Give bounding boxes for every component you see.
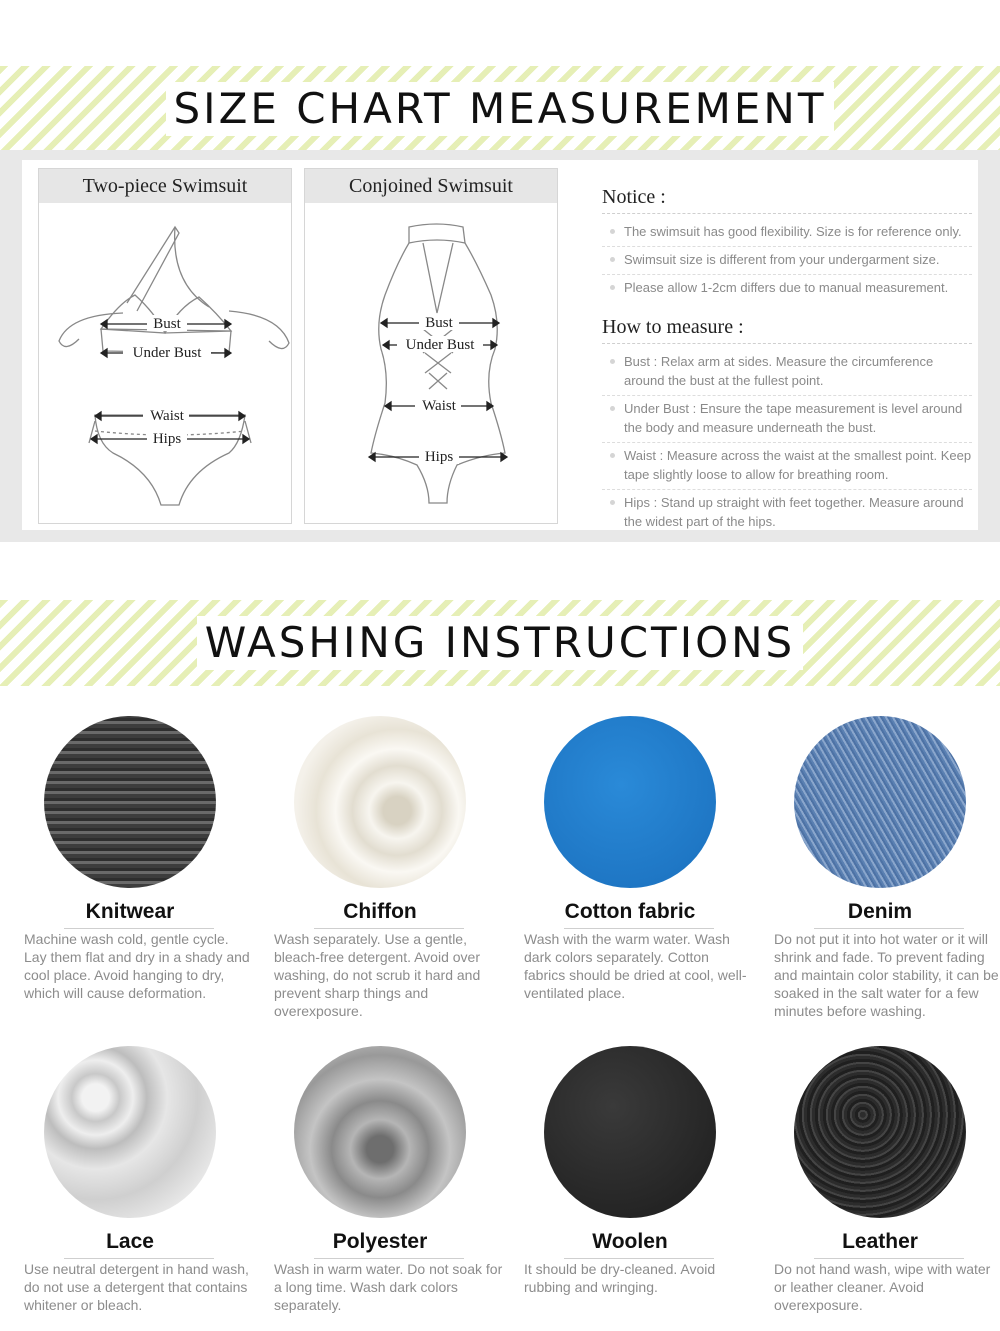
two-piece-diagram bbox=[38, 168, 292, 524]
two-piece-under-bust-label: Under Bust bbox=[132, 345, 202, 361]
fabric-name: Knitwear bbox=[85, 900, 175, 923]
conjoined-waist-label: Waist bbox=[422, 398, 456, 414]
divider bbox=[814, 1258, 964, 1259]
two-piece-hips-label: Hips bbox=[152, 431, 182, 447]
conjoined-hips-label: Hips bbox=[424, 449, 454, 465]
chiffon-swatch bbox=[294, 716, 466, 888]
conjoined-bust-label: Bust bbox=[425, 315, 453, 331]
divider bbox=[314, 928, 464, 929]
notice-item: Please allow 1-2cm differs due to manual measurement. bbox=[602, 278, 972, 302]
fabric-description: Wash in warm water. Do not soak for a long time. Wash dark colors separately. bbox=[274, 1261, 503, 1313]
size-chart-banner bbox=[0, 66, 1000, 152]
fabric-name: Denim bbox=[847, 900, 913, 923]
divider bbox=[314, 1258, 464, 1259]
fabric-description: Do not hand wash, wipe with water or leather cleaner. Avoid overexposure. bbox=[774, 1261, 991, 1313]
notice-heading: Notice : bbox=[602, 186, 972, 214]
one-piece-illustration bbox=[305, 203, 557, 523]
divider bbox=[564, 928, 714, 929]
fabric-description: Wash separately. Use a gentle, bleach-free detergent. Avoid over washing, do not scrub it hard and prevent sharp things and overexposure. bbox=[274, 931, 481, 1019]
measurement-notes bbox=[602, 186, 972, 539]
leather-swatch bbox=[794, 1046, 966, 1218]
washing-banner bbox=[0, 600, 1000, 686]
denim-swatch bbox=[794, 716, 966, 888]
fabric-name: Cotton fabric bbox=[564, 900, 696, 923]
woolen-swatch bbox=[544, 1046, 716, 1218]
two-piece-waist-label: Waist bbox=[150, 408, 184, 424]
notice-item: Swimsuit size is different from your undergarment size. bbox=[602, 250, 972, 275]
fabric-description: It should be dry-cleaned. Avoid rubbing and wringing. bbox=[524, 1261, 716, 1295]
fabric-name: Leather bbox=[842, 1230, 918, 1253]
divider bbox=[814, 928, 964, 929]
polyester-swatch bbox=[294, 1046, 466, 1218]
washing-title: WASHING INSTRUCTIONS bbox=[197, 616, 803, 670]
measure-item-waist: Waist : Measure across the waist at the smallest point. Keep tape slightly loose to allow for breathing room. bbox=[602, 446, 972, 490]
fabric-name: Woolen bbox=[592, 1230, 668, 1253]
notice-item: The swimsuit has good flexibility. Size is for reference only. bbox=[602, 222, 972, 247]
measure-item-under-bust: Under Bust : Ensure the tape measurement is level around the body and measure underneath the bust. bbox=[602, 399, 972, 443]
notice-list bbox=[602, 222, 972, 302]
conjoined-under-bust-label: Under Bust bbox=[405, 337, 475, 353]
size-chart-card bbox=[22, 160, 978, 530]
knitwear-swatch bbox=[44, 716, 216, 888]
measure-item-hips: Hips : Stand up straight with feet together. Measure around the widest part of the hips. bbox=[602, 493, 972, 536]
fabric-description: Machine wash cold, gentle cycle. Lay them flat and dry in a shady and cool place. Avoid hanging to dry, which will cause deformation. bbox=[24, 931, 250, 1001]
divider bbox=[64, 928, 214, 929]
divider bbox=[564, 1258, 714, 1259]
two-piece-bust-label: Bust bbox=[153, 316, 181, 332]
lace-swatch bbox=[44, 1046, 216, 1218]
fabric-name: Polyester bbox=[332, 1230, 428, 1253]
fabric-description: Wash with the warm water. Wash dark colors separately. Cotton fabrics should be dried at cool, well-ventilated place. bbox=[524, 931, 747, 1001]
fabric-description: Do not put it into hot water or it will shrink and fade. To prevent fading and maintain color stability, it can be soaked in the salt water for a few minutes before washing. bbox=[774, 931, 999, 1019]
measure-item-bust: Bust : Relax arm at sides. Measure the circumference around the bust at the fullest point. bbox=[602, 352, 972, 396]
how-to-measure-heading: How to measure : bbox=[602, 316, 972, 344]
fabric-name: Chiffon bbox=[343, 900, 417, 923]
divider bbox=[64, 1258, 214, 1259]
two-piece-heading: Two-piece Swimsuit bbox=[39, 169, 291, 203]
size-chart-title: SIZE CHART MEASUREMENT bbox=[166, 82, 835, 136]
conjoined-diagram bbox=[304, 168, 558, 524]
bikini-illustration bbox=[39, 203, 291, 523]
how-to-measure-list bbox=[602, 352, 972, 536]
fabric-description: Use neutral detergent in hand wash, do not use a detergent that contains whitener or bleach. bbox=[24, 1261, 249, 1313]
conjoined-heading: Conjoined Swimsuit bbox=[305, 169, 557, 203]
size-chart-section bbox=[0, 150, 1000, 542]
fabric-name: Lace bbox=[106, 1230, 154, 1253]
cotton-swatch bbox=[544, 716, 716, 888]
